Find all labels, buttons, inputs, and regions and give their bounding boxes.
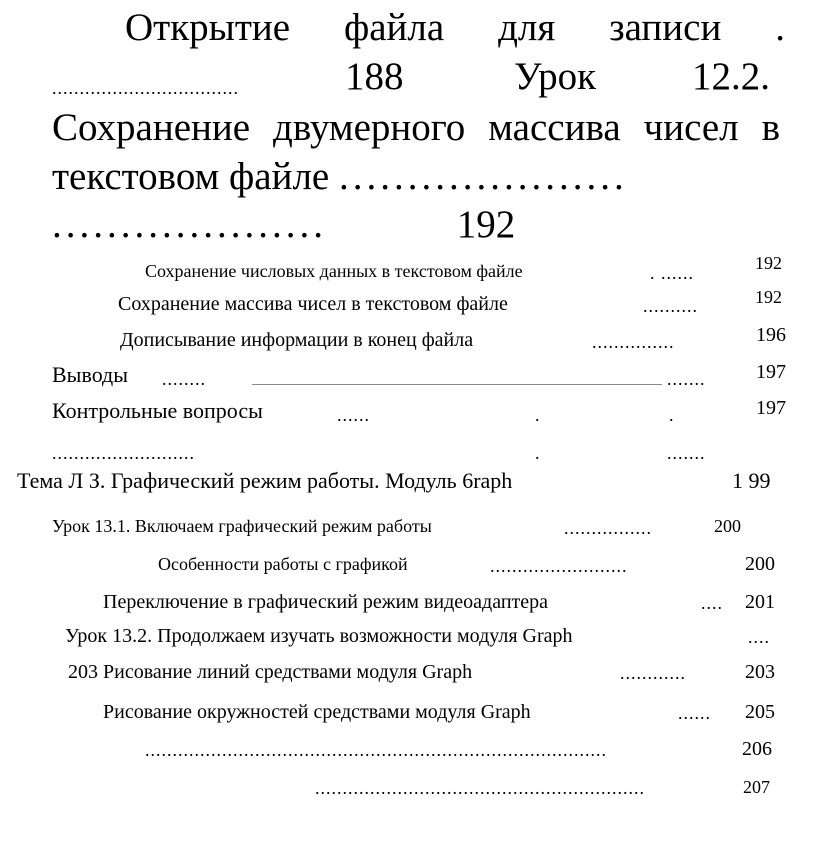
word: Открытие (125, 6, 291, 49)
toc-entry (52, 398, 800, 424)
page-number: 205 (745, 701, 775, 723)
leader-dots: ...... (678, 703, 711, 723)
word: записи (609, 6, 722, 49)
word: чисел (643, 106, 739, 149)
entry-label: Урок 13.1. Включаем графический режим работы (52, 516, 432, 536)
header-line-2 (52, 55, 787, 99)
word: в (761, 106, 780, 149)
entry-label: Выводы (52, 362, 129, 387)
leader-dots: ......................... (490, 556, 628, 576)
page-number: 192 (456, 203, 516, 246)
entry-label: Контрольные вопросы (52, 398, 263, 423)
toc-entry (52, 362, 800, 388)
toc-entry (145, 253, 790, 284)
leader-dots: ...... (337, 405, 370, 425)
word: для (498, 6, 556, 49)
word: массива (488, 106, 621, 149)
toc-entry (65, 622, 800, 648)
leader-dots: ..................... (338, 155, 628, 198)
page-number: 196 (756, 324, 786, 346)
page-number: 200 (745, 553, 775, 575)
toc-entry (145, 735, 790, 761)
header-line-4 (52, 155, 787, 199)
topic-entry (17, 468, 797, 498)
entry-label: Урок 13.2. Продолжаем изучать возможности модуля Graph (65, 625, 573, 647)
leader-dots: ........ (162, 369, 206, 389)
page-number: 206 (742, 738, 772, 760)
entry-label: Сохранение числовых данных в текстовом файле (145, 261, 523, 281)
page-number: 200 (714, 516, 741, 536)
leader-dots: .... (701, 593, 723, 613)
header-line-5 (52, 203, 515, 247)
divider-line (252, 384, 662, 385)
leader-dots: ....... (667, 443, 706, 463)
lesson-word: Урок (514, 55, 597, 98)
leader-dots: ............................................................ (315, 778, 645, 798)
topic-label: Тема Л З. Графический режим работы. Модуль 6raph (17, 468, 513, 493)
entry-label: Сохранение массива чисел в текстовом файле (118, 293, 508, 315)
entry-label: Рисование окружностей средствами модуля Graph (103, 701, 531, 723)
entry-label: Переключение в графический режим видеоадаптера (103, 591, 549, 613)
entry-label: Дописывание информации в конец файла (120, 329, 474, 351)
leader-dots: . ...... (650, 263, 694, 283)
page-number: 207 (743, 777, 770, 797)
leader-dots: .......................... (52, 443, 195, 463)
page-number: 197 (756, 361, 786, 383)
leader-dots: .................... (52, 203, 327, 246)
leader-dots: ................ (564, 518, 652, 538)
page-number: 201 (745, 591, 775, 613)
header-line-1 (125, 6, 785, 50)
toc-entry (315, 773, 790, 799)
word: файла (343, 6, 445, 49)
page-number: 188 (345, 55, 404, 98)
lesson-number: 12.2. (692, 55, 770, 98)
leader-dots: .................................................................................... (145, 740, 607, 760)
word: Сохранение (52, 106, 251, 149)
leader-dot: . (669, 405, 674, 425)
leader-dots: .... (748, 627, 770, 647)
toc-entry (120, 326, 800, 352)
toc-entry (118, 287, 790, 316)
header-line-3 (52, 106, 780, 150)
entry-label: Особенности работы с графикой (158, 554, 408, 574)
toc-entry (103, 698, 793, 724)
leader-dots: .......... (643, 296, 698, 316)
leader-dots: ....... (667, 369, 706, 389)
entry-label: 203 Рисование линий средствами модуля Graph (68, 661, 473, 683)
title-text: текстовом файле (52, 155, 330, 198)
toc-entry (68, 658, 788, 684)
page-number: 1 99 (732, 468, 771, 493)
word: двумерного (273, 106, 466, 149)
word: . (775, 6, 785, 49)
leader-dot: . (535, 405, 540, 425)
spacer-leader-row (52, 442, 800, 462)
toc-entry (52, 515, 772, 541)
page-number: 192 (755, 287, 782, 307)
page-number: 192 (755, 253, 782, 273)
leader-dot: . (535, 443, 540, 463)
leader-dots: ............... (592, 332, 675, 352)
page-number: 197 (756, 397, 786, 419)
page-number: 203 (745, 661, 775, 683)
leader-dots: .................................. (52, 78, 239, 98)
toc-entry (103, 588, 793, 614)
toc-entry (158, 553, 788, 579)
leader-dots: ............ (620, 663, 686, 683)
